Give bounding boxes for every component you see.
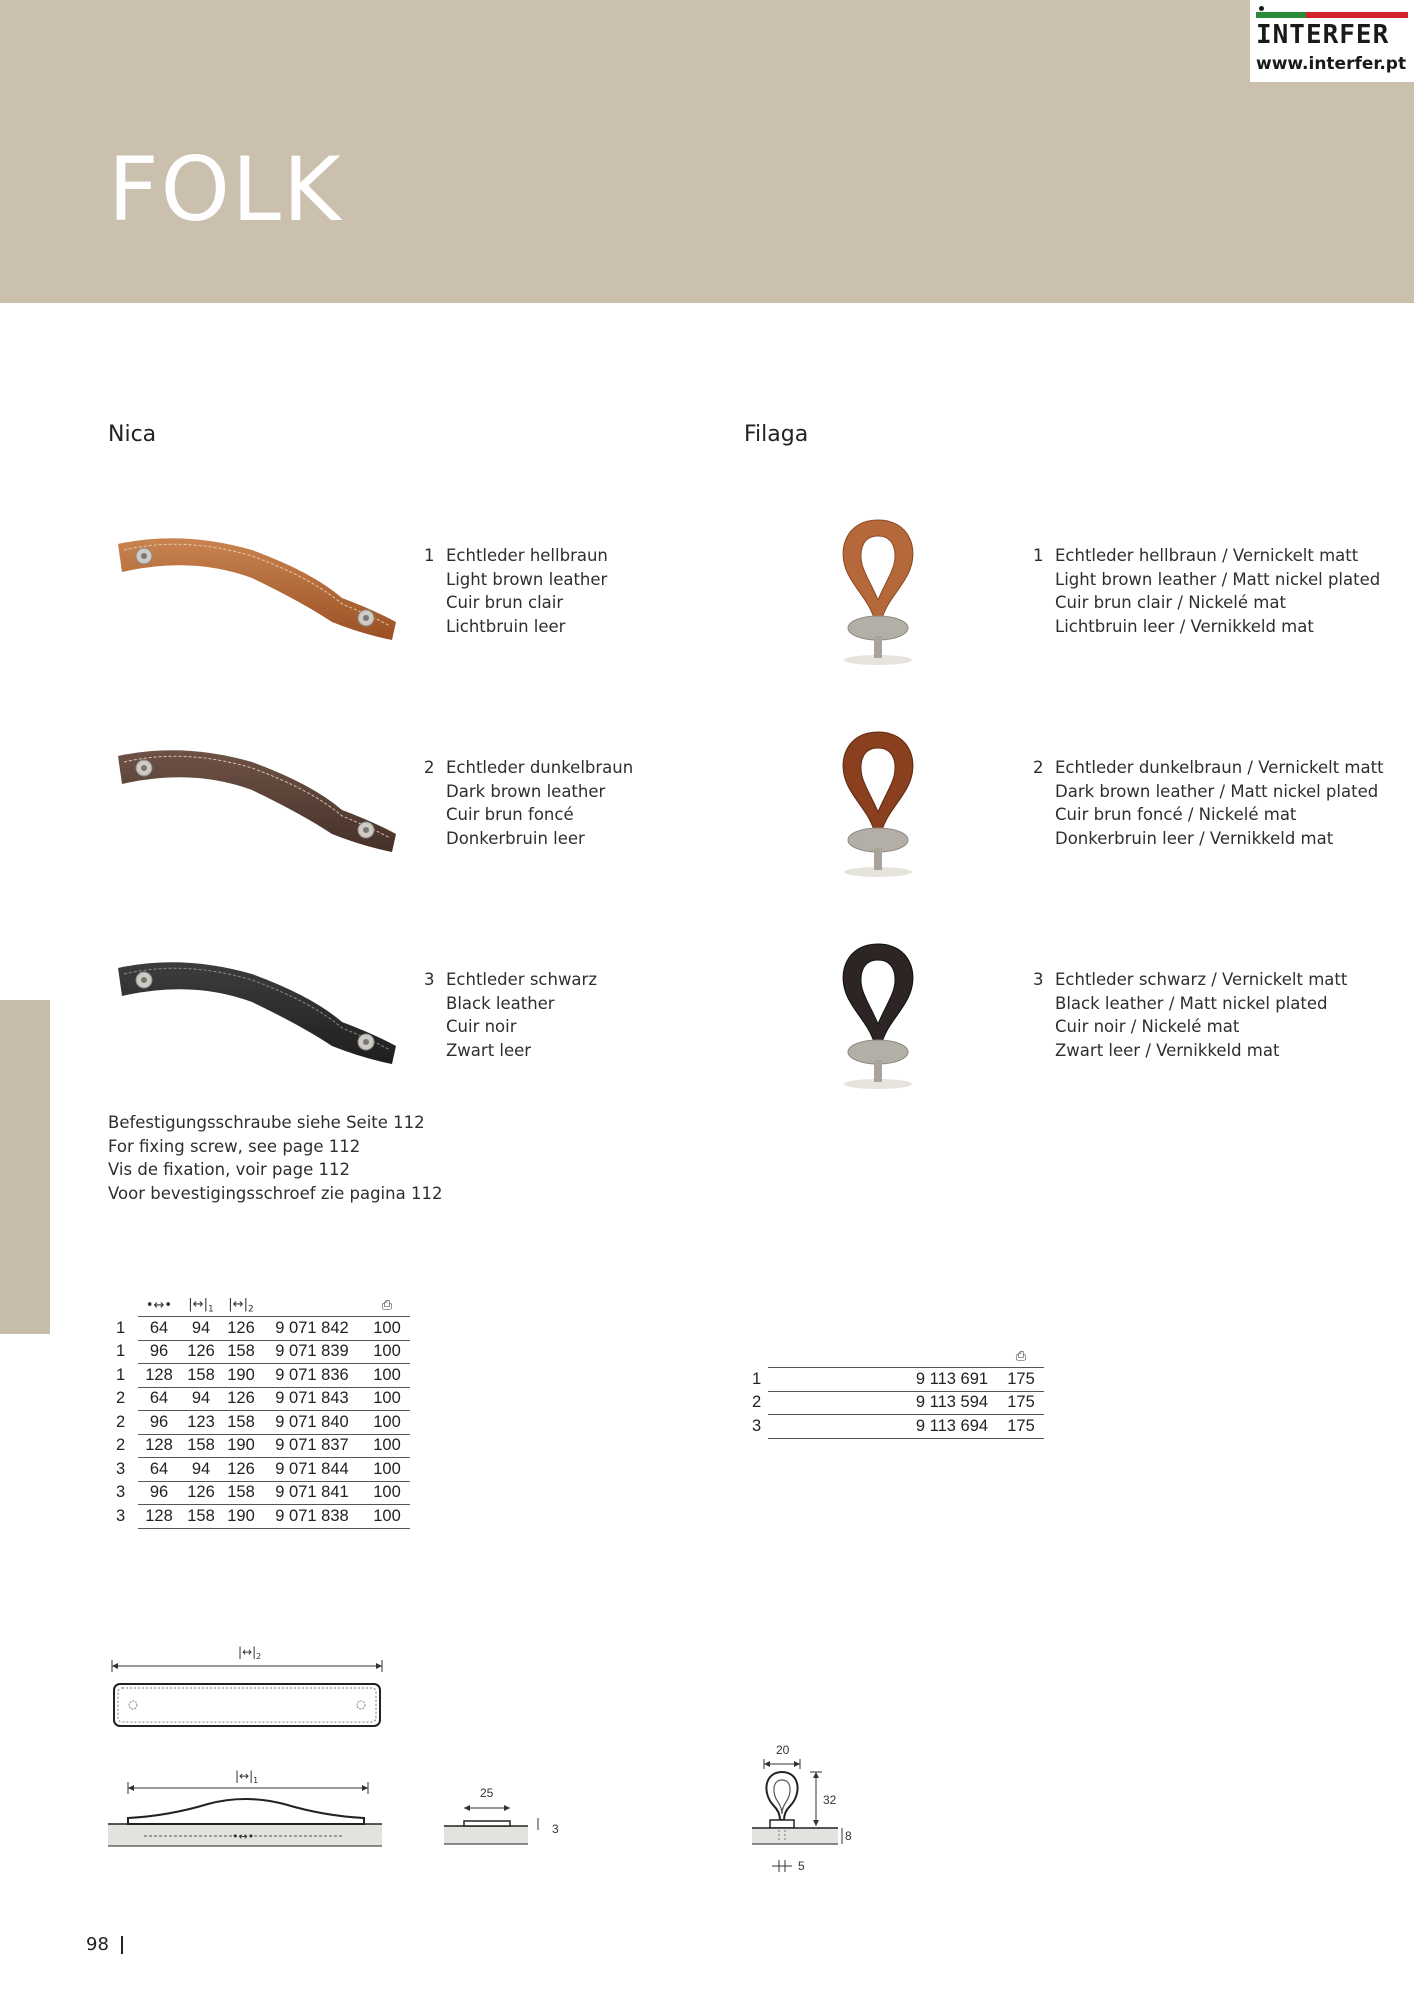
logo-url[interactable]: www.interfer.pt <box>1256 54 1407 74</box>
length-icon: $|\leftrightarrow|_2$ <box>228 1297 254 1315</box>
nica-spec-table <box>112 1293 410 1529</box>
variant-line: Lichtbruin leer / Vernikkeld mat <box>1055 616 1314 636</box>
nica-black-image <box>112 946 402 1066</box>
variant-line: Cuir brun foncé <box>446 805 574 824</box>
filaga-height-label: 32 <box>823 1793 837 1807</box>
logo-name: INTERFER <box>1256 20 1390 50</box>
package-icon: ⎙ <box>381 1298 393 1313</box>
page-title: FOLK <box>108 138 343 241</box>
table-row: 2 9 113 594 175 <box>752 1391 1044 1415</box>
variant-line: Light brown leather / Matt nickel plated <box>1055 569 1381 589</box>
length-2-label: $|\leftrightarrow|_2$ <box>238 1645 262 1661</box>
variant-line: Donkerbruin leer <box>446 828 585 848</box>
table-row: 2 64 94 126 9 071 843 100 <box>112 1387 410 1411</box>
package-icon: ⎙ <box>1015 1349 1027 1364</box>
length-1-label: $|\leftrightarrow|_1$ <box>235 1769 259 1785</box>
variant-line: Echtleder dunkelbraun <box>446 758 634 777</box>
table-row: 3 96 126 158 9 071 841 100 <box>112 1481 410 1505</box>
variant-line: Dark brown leather <box>446 781 606 801</box>
filaga-dark-brown-image <box>818 722 938 882</box>
page-number: 98 <box>86 1934 109 1955</box>
nica-profile-drawing <box>440 1780 570 1850</box>
table-row: 3 64 94 126 9 071 844 100 <box>112 1458 410 1482</box>
filaga-screw-label: 5 <box>798 1859 805 1873</box>
variant-line: Lichtbruin leer <box>446 616 566 636</box>
filaga-width-label: 20 <box>776 1743 790 1757</box>
note-line: Voor bevestigingsschroef zie pagina 112 <box>108 1183 443 1203</box>
profile-height-label: 3 <box>552 1822 559 1836</box>
variant-line: Echtleder dunkelbraun / Vernickelt matt <box>1055 758 1384 777</box>
variant-line: Cuir brun clair / Nickelé mat <box>1055 593 1286 612</box>
variant-line: Zwart leer / Vernikkeld mat <box>1055 1040 1280 1060</box>
fixing-screw-note <box>108 1111 442 1205</box>
interfer-logo[interactable] <box>1250 0 1414 82</box>
variant-line: Black leather <box>446 993 555 1013</box>
filaga-light-brown-image <box>818 510 938 670</box>
table-header-row <box>752 1344 1044 1368</box>
package-header <box>998 1344 1044 1368</box>
note-line: For fixing screw, see page 112 <box>108 1136 361 1156</box>
package-header <box>364 1293 410 1317</box>
variant-line: Dark brown leather / Matt nickel plated <box>1055 781 1379 801</box>
variant-number: 1 <box>424 546 435 565</box>
length-1-header <box>180 1293 222 1317</box>
table-row: 3 9 113 694 175 <box>752 1415 1044 1439</box>
filaga-spec-table <box>752 1344 1044 1439</box>
table-row: 1 64 94 126 9 071 842 100 <box>112 1317 410 1341</box>
variant-number: 2 <box>1033 758 1044 777</box>
table-row: 1 96 126 158 9 071 839 100 <box>112 1340 410 1364</box>
variant-line: Echtleder schwarz <box>446 970 597 989</box>
note-line: Vis de fixation, voir page 112 <box>108 1160 351 1179</box>
nica-top-view-drawing <box>108 1640 398 1740</box>
filaga-title: Filaga <box>744 422 809 447</box>
variant-line: Cuir brun foncé / Nickelé mat <box>1055 805 1297 824</box>
logo-dot <box>1259 6 1264 11</box>
table-row: 1 128 158 190 9 071 836 100 <box>112 1364 410 1388</box>
filaga-drawing <box>752 1740 872 1880</box>
filaga-base-label: 8 <box>845 1829 852 1843</box>
table-row: 1 9 113 691 175 <box>752 1368 1044 1392</box>
nica-dark-brown-image <box>112 734 402 854</box>
variant-line: Zwart leer <box>446 1040 532 1060</box>
length-2-header <box>222 1293 260 1317</box>
table-row: 2 96 123 158 9 071 840 100 <box>112 1411 410 1435</box>
variant-number: 1 <box>1033 546 1044 565</box>
table-row: 3 128 158 190 9 071 838 100 <box>112 1505 410 1529</box>
variant-line: Cuir brun clair <box>446 593 564 612</box>
length-icon: $|\leftrightarrow|_1$ <box>188 1297 214 1315</box>
logo-stripe-red <box>1306 12 1408 18</box>
variant-number: 2 <box>424 758 435 777</box>
logo-stripe-green <box>1256 12 1306 18</box>
variant-number: 3 <box>1033 970 1044 989</box>
hole-distance-label: •↔• <box>232 1830 255 1843</box>
page-number-divider <box>121 1936 123 1954</box>
side-tab <box>0 1000 50 1334</box>
variant-line: Echtleder schwarz / Vernickelt matt <box>1055 970 1348 989</box>
variant-line: Echtleder hellbraun <box>446 546 608 565</box>
table-header-row <box>112 1293 410 1317</box>
nica-title: Nica <box>108 422 157 447</box>
variant-line: Cuir noir <box>446 1017 517 1036</box>
variant-number: 3 <box>424 970 435 989</box>
note-line: Befestigungsschraube siehe Seite 112 <box>108 1113 425 1132</box>
nica-light-brown-image <box>112 522 402 642</box>
nica-side-view-drawing <box>108 1764 398 1854</box>
variant-line: Donkerbruin leer / Vernikkeld mat <box>1055 828 1334 848</box>
hole-distance-header <box>138 1293 180 1317</box>
variant-line: Black leather / Matt nickel plated <box>1055 993 1328 1013</box>
hole-distance-icon: •↔• <box>145 1298 173 1313</box>
table-row: 2 128 158 190 9 071 837 100 <box>112 1434 410 1458</box>
variant-line: Light brown leather <box>446 569 608 589</box>
filaga-black-image <box>818 934 938 1094</box>
variant-line: Echtleder hellbraun / Vernickelt matt <box>1055 546 1359 565</box>
variant-line: Cuir noir / Nickelé mat <box>1055 1017 1240 1036</box>
profile-width-label: 25 <box>480 1786 494 1800</box>
